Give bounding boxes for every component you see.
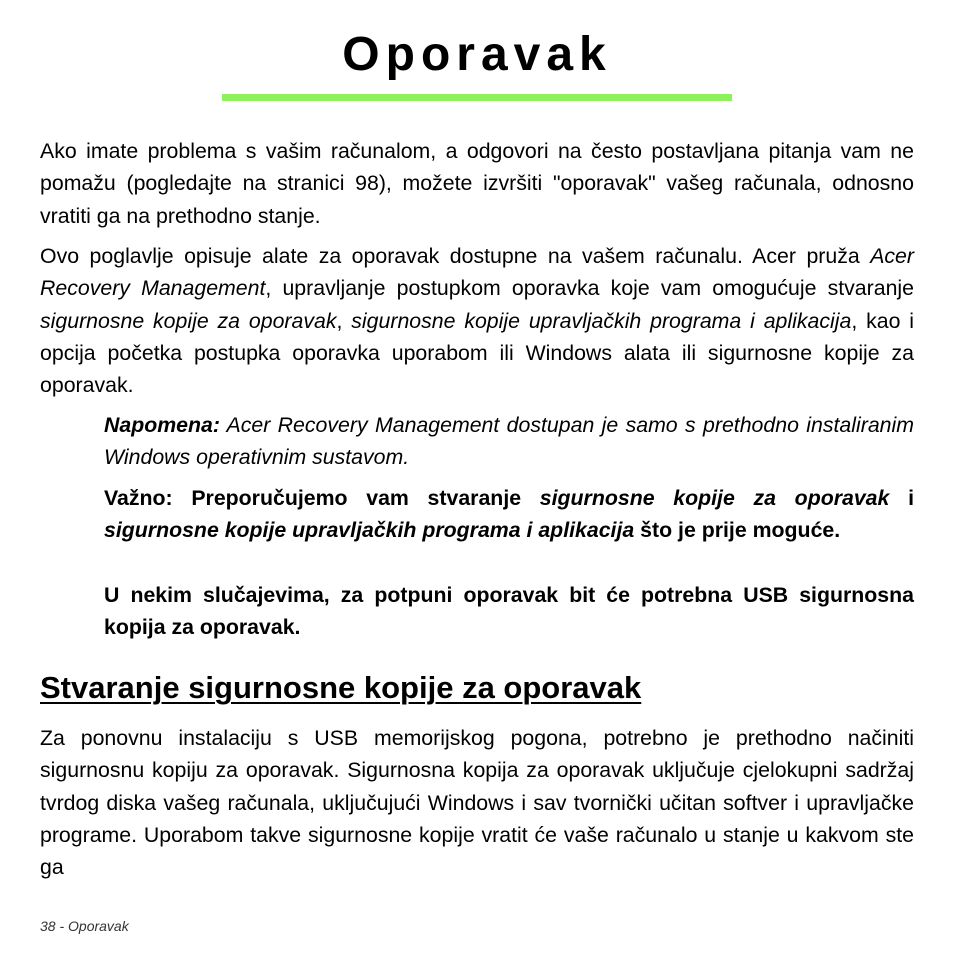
important-text-2: i bbox=[889, 486, 914, 510]
intro-p2-text-3: , bbox=[336, 308, 352, 333]
intro-p2-text-2: , upravljanje postupkom oporavka koje vam omogućuje stvaranje bbox=[265, 276, 914, 301]
title-underline-bar bbox=[222, 94, 732, 101]
intro-p2-text-4: , kao i opcija početka postupka oporavka uporabom ili Windows alata ili sigurnosne kopije za oporavak. bbox=[40, 308, 915, 398]
page-footer: 38 - Oporavak bbox=[40, 918, 129, 934]
section-heading: Stvaranje sigurnosne kopije za oporavak bbox=[40, 670, 642, 705]
important-notice bbox=[104, 482, 914, 547]
drivers-backup-term: sigurnosne kopije upravljačkih programa i aplikacija bbox=[351, 308, 852, 333]
intro-paragraph-2 bbox=[40, 240, 914, 401]
note-box bbox=[104, 409, 914, 474]
important-text-1: Važno: Preporučujemo vam stvaranje bbox=[104, 486, 540, 510]
intro-p2-text-1: Ovo poglavlje opisuje alate za oporavak dostupne na vašem računalu. Acer pruža bbox=[40, 244, 871, 268]
important-usb-notice: U nekim slučajevima, za potpuni oporavak bit će potrebna USB sigurnosna kopija za oporavak. bbox=[104, 583, 914, 640]
important-text-3: što je prije moguće. bbox=[634, 518, 841, 543]
intro-paragraph-1: Ako imate problema s vašim računalom, a odgovori na često postavljana pitanja vam ne pomažu (pogledajte na stranici 98), možete izvršiti "oporavak" vašeg računala, odnosno vratiti ga na prethodno stanje. bbox=[40, 139, 914, 228]
important-term-2: sigurnosne kopije upravljačkih programa i aplikacija bbox=[104, 518, 635, 543]
page-title: Oporavak bbox=[342, 28, 612, 81]
note-label: Napomena: bbox=[104, 413, 220, 437]
recovery-backup-term: sigurnosne kopije za oporavak bbox=[40, 308, 337, 333]
important-term-1: sigurnosne kopije za oporavak bbox=[539, 486, 890, 510]
note-text: Acer Recovery Management dostupan je samo s prethodno instaliranim Windows operativnim sustavom. bbox=[104, 413, 914, 470]
section-body: Za ponovnu instalaciju s USB memorijskog pogona, potrebno je prethodno načiniti sigurnosnu kopiju za oporavak. Sigurnosna kopija za oporavak uključuje cjelokupni sadržaj tvrdog diska vašeg računala, uključujući Windows i sav tvornički učitan softver i upravljačke programe. Uporabom takve sigurnosne kopije vratit će vaše računalo u stanje u kakvom ste ga bbox=[40, 726, 914, 880]
acer-recovery-management-term: Acer Recovery Management bbox=[40, 244, 914, 301]
